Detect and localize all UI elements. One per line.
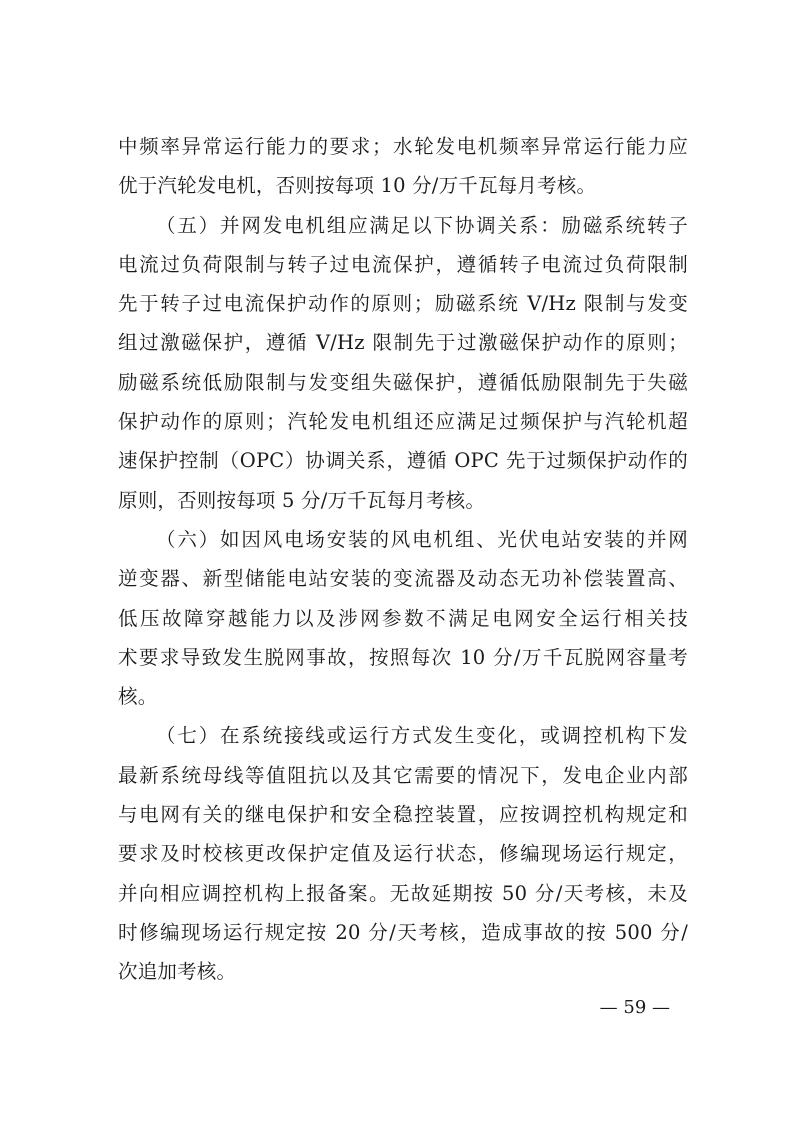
text-line: 速保护控制（OPC）协调关系，遵循 OPC 先于过频保护动作的	[118, 449, 688, 473]
text-line: 低压故障穿越能力以及涉网参数不满足电网安全运行相关技	[118, 606, 688, 630]
text-line: 与电网有关的继电保护和安全稳控装置，应按调控机构规定和	[118, 803, 688, 827]
text-line: 原则，否则按每项 5 分/万千瓦每月考核。	[118, 488, 486, 512]
text-line: 核。	[118, 685, 158, 709]
text-line: 优于汽轮发电机，否则按每项 10 分/万千瓦每月考核。	[118, 174, 597, 198]
text-line: （七）在系统接线或运行方式发生变化，或调控机构下发	[156, 724, 688, 748]
text-line: 保护动作的原则；汽轮发电机组还应满足过频保护与汽轮机超	[118, 410, 688, 434]
text-line: 次追加考核。	[118, 960, 237, 984]
text-line: 术要求导致发生脱网事故，按照每次 10 分/万千瓦脱网容量考	[118, 645, 688, 669]
document-body	[118, 127, 688, 992]
text-line: 逆变器、新型储能电站安装的变流器及动态无功补偿装置高、	[118, 567, 688, 591]
text-line: （六）如因风电场安装的风电机组、光伏电站安装的并网	[156, 527, 688, 551]
text-line: 并向相应调控机构上报备案。无故延期按 50 分/天考核，未及	[118, 881, 688, 905]
text-line: 时修编现场运行规定按 20 分/天考核，造成事故的按 500 分/	[118, 920, 688, 944]
text-line: 组过激磁保护，遵循 V/Hz 限制先于过激磁保护动作的原则；	[118, 331, 688, 355]
text-line: 最新系统母线等值阻抗以及其它需要的情况下，发电企业内部	[118, 763, 688, 787]
text-line: 要求及时校核更改保护定值及运行状态，修编现场运行规定，	[118, 842, 688, 866]
text-line: 中频率异常运行能力的要求；水轮发电机频率异常运行能力应	[118, 135, 688, 158]
text-line: 先于转子过电流保护动作的原则；励磁系统 V/Hz 限制与发变	[118, 292, 688, 316]
text-line: 电流过负荷限制与转子过电流保护，遵循转子电流过负荷限制	[118, 252, 688, 276]
page-number: — 59 —	[599, 997, 670, 1018]
text-line: （五）并网发电机组应满足以下协调关系：励磁系统转子	[156, 213, 688, 237]
text-line: 励磁系统低励限制与发变组失磁保护，遵循低励限制先于失磁	[118, 370, 688, 394]
